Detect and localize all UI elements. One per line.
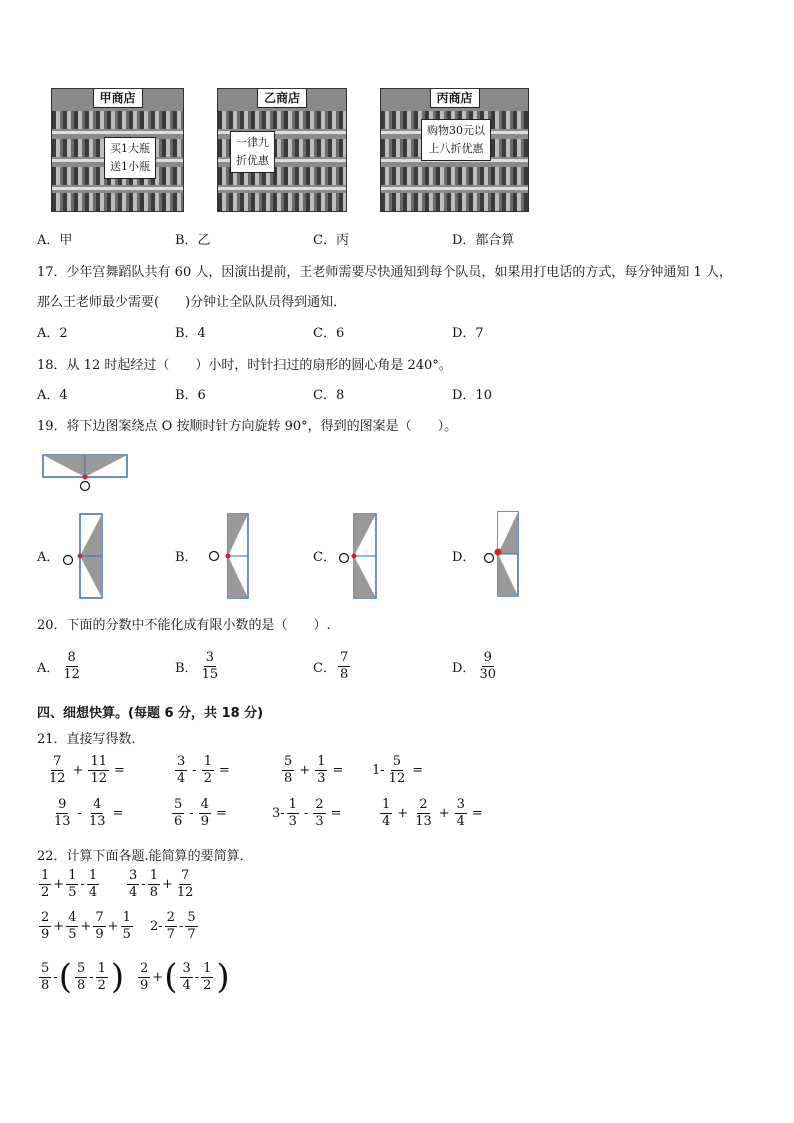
q19-option-a-label[interactable]: A． — [37, 550, 60, 565]
q18-option-a[interactable]: A．4 — [37, 388, 68, 403]
q18-text: 18．从 12 时起经过（ ）小时，时针扫过的扇形的圆心角是 240°。 — [37, 358, 452, 373]
q18-option-d[interactable]: D．10 — [452, 388, 492, 403]
q19-option-b-label[interactable]: B． — [175, 550, 198, 565]
shop-bing-image — [380, 88, 529, 212]
q21-text: 21．直接写得数． — [37, 732, 145, 747]
q22-d: 2- $\frac{2}{7}$ - $\frac{5}{7}$ — [150, 910, 196, 942]
q21-r1-e1: $\frac{7}{12}$ + $\frac{11}{12}$ = — [49, 754, 125, 786]
fraction: $\frac{8}{12}$ — [63, 650, 80, 682]
q18-option-b[interactable]: B．6 — [175, 388, 206, 403]
shop-jia-note: 买1大瓶 送1小瓶 — [104, 137, 156, 179]
q18-option-c[interactable]: C．8 — [313, 388, 345, 403]
shop-jia-sign: 甲商店 — [92, 88, 142, 108]
q19-option-d-label[interactable]: D． — [452, 550, 476, 565]
q21-r1-e2: $\frac{3}{4}$ - $\frac{1}{2}$ = — [177, 754, 230, 786]
shop-yi-note: 一律九 折优惠 — [230, 131, 275, 173]
q20-option-b[interactable]: B． $\frac{3}{15}$ — [175, 650, 219, 682]
shop-jia-image — [51, 88, 184, 212]
fraction: $\frac{9}{30}$ — [479, 650, 496, 682]
q17-option-d[interactable]: D．7 — [452, 326, 484, 341]
q17-text-line1: 17．少年宫舞蹈队共有 60 人，因演出提前，王老师需要尽快通知到每个队员，如果用打电话的方式，每分钟通知 1 人， — [37, 265, 732, 280]
q22-text: 22．计算下面各题.能简算的要简算． — [37, 849, 253, 864]
q21-r1-e3: $\frac{5}{8}$ + $\frac{1}{3}$ = — [284, 754, 344, 786]
q17-text-line2: 那么王老师最少需要( )分钟让全队队员得到通知． — [37, 295, 347, 310]
q22-f: $\frac{2}{9}$ + ( $\frac{3}{4}$ - $\frac{1}{2}$ ) — [140, 957, 230, 997]
q21-r2-e4: $\frac{1}{4}$ + $\frac{2}{13}$ + $\frac{3}{4}$ = — [382, 797, 483, 829]
q19-option-d-figure[interactable] — [480, 508, 526, 600]
fraction: $\frac{3}{15}$ — [201, 650, 219, 682]
q22-a: $\frac{1}{2}$ + $\frac{1}{5}$ - $\frac{1}{4}$ — [41, 868, 98, 900]
shop-bing-sign: 丙商店 — [429, 88, 479, 108]
q20-option-d[interactable]: D． $\frac{9}{30}$ — [452, 650, 496, 682]
q22-e: $\frac{5}{8}$ - ( $\frac{5}{8}$ - $\frac{1}{2}$ ) — [41, 957, 125, 997]
q16-option-d[interactable]: D．都合算 — [452, 233, 515, 248]
shop-bing-note: 购物30元以 上八折优惠 — [421, 119, 491, 161]
q17-option-b[interactable]: B．4 — [175, 326, 206, 341]
q19-option-c-label[interactable]: C． — [313, 550, 336, 565]
q17-option-c[interactable]: C．6 — [313, 326, 345, 341]
q19-original-figure — [40, 452, 132, 492]
q19-text: 19．将下边图案绕点 O 按顺时针方向旋转 90°，得到的图案是（ ）。 — [37, 419, 458, 434]
q21-r2-e2: $\frac{5}{6}$ - $\frac{4}{9}$ = — [174, 797, 227, 829]
q16-option-c[interactable]: C．丙 — [313, 233, 349, 248]
shop-yi-image — [217, 88, 347, 212]
fraction: $\frac{7}{8}$ — [339, 650, 349, 682]
q16-option-a[interactable]: A．甲 — [37, 233, 73, 248]
q21-r1-e4: 1- $\frac{5}{12}$ = — [372, 754, 424, 786]
shop-yi-sign: 乙商店 — [257, 88, 307, 108]
q19-option-c-figure[interactable] — [334, 512, 380, 600]
q22-b: $\frac{3}{4}$ - $\frac{1}{8}$ + $\frac{7}{12}$ — [129, 868, 194, 900]
q19-option-a-figure[interactable] — [60, 512, 106, 600]
q17-option-a[interactable]: A．2 — [37, 326, 68, 341]
q21-r2-e1: $\frac{9}{13}$ - $\frac{4}{13}$ = — [54, 797, 124, 829]
q21-r2-e3: 3- $\frac{1}{3}$ - $\frac{2}{3}$ = — [272, 797, 342, 829]
q16-option-b[interactable]: B．乙 — [175, 233, 211, 248]
section4-title: 四、细想快算。(每题 6 分，共 18 分) — [37, 706, 264, 721]
q22-c: $\frac{2}{9}$ + $\frac{4}{5}$ + $\frac{7}{9}$ + $\frac{1}{5}$ — [41, 910, 131, 942]
q20-option-c[interactable]: C． $\frac{7}{8}$ — [313, 650, 349, 682]
q20-text: 20．下面的分数中不能化成有限小数的是（ ）. — [37, 618, 331, 633]
q20-option-a[interactable]: A． $\frac{8}{12}$ — [37, 650, 80, 682]
q19-option-b-figure[interactable] — [204, 512, 250, 600]
